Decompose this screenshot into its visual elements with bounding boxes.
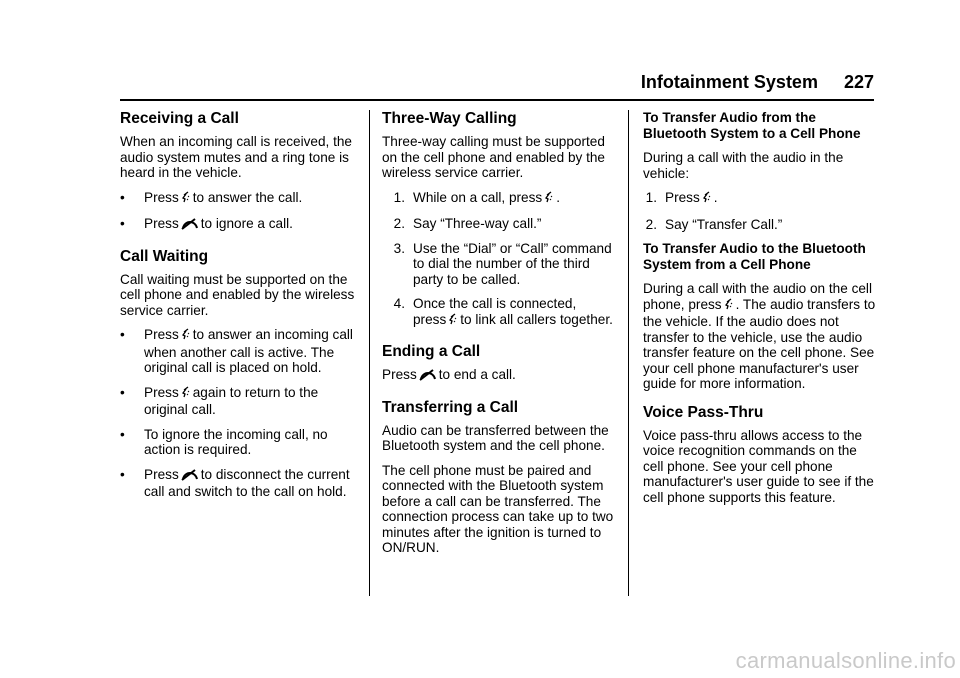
list-item: 4. Once the call is connected, press to link all callers together. — [382, 296, 617, 329]
end-call-icon — [419, 369, 437, 385]
call-waiting-heading: Call Waiting — [120, 247, 209, 265]
push-to-talk-icon — [702, 191, 712, 208]
page-title: Infotainment System — [640, 72, 818, 92]
end-call-icon — [181, 218, 199, 234]
voice-pass-thru-paragraph: Voice pass-thru allows access to the voice recognition commands on the cell phone. See your cell phone manufacturer's user guide to see if the cell phone supports this feature. — [643, 427, 874, 505]
call-waiting-intro: Call waiting must be supported on the cell phone and enabled by the wireless service carrier. — [120, 271, 355, 318]
end-call-icon — [181, 469, 199, 485]
column-1 — [120, 110, 356, 509]
push-to-talk-icon — [181, 191, 191, 208]
three-way-calling-heading: Three-Way Calling — [382, 110, 517, 127]
watermark: carmanualsonline.info — [735, 648, 956, 673]
list-item: 3. Use the “Dial” or “Call” command to dial the number of the third party to be called. — [382, 241, 617, 288]
step-number: 2. — [645, 216, 657, 232]
list-item: 1. Press . — [643, 190, 876, 208]
transferring-call-paragraph-1: Audio can be transferred between the Bluetooth system and the cell phone. — [382, 422, 609, 453]
push-to-talk-icon — [448, 313, 458, 330]
column-divider — [369, 110, 370, 596]
transferring-call-heading: Transferring a Call — [382, 398, 519, 416]
list-item: • Press to answer an incoming call when another call is active. The original call is placed on hold. — [120, 327, 353, 375]
transfer-to-phone-intro: During a call with the audio in the vehicle: — [643, 150, 844, 181]
list-item: 2. Say “Transfer Call.” — [643, 217, 876, 233]
header-rule — [120, 99, 874, 101]
bullet-marker: • — [120, 384, 125, 400]
page-number: 227 — [843, 72, 874, 92]
column-2: Three-Way Calling Three-way calling must be supported on the cell phone and enabled by the wireless service carrier. 1. While on a call, press . 2. Say “Three-way call.” 3. Use the “Dial” or “Call” command to dial the number of the third party to be called. 4. Once the call is connected, press to link all callers together. Ending a Call Press to end a call. Transferring a Call Audio can be transferred between the Bluetooth system and the cell phone. The cell phone must be paired and connected with the Bluetooth system before a call can be transferred. The connection process can take up to two minutes after the ignition is turned to ON/RUN. — [382, 110, 617, 565]
list-item: • Press to ignore a call. — [120, 216, 356, 234]
push-to-talk-icon — [181, 386, 191, 403]
step-number: 3. — [393, 240, 405, 256]
receiving-call-intro: When an incoming call is received, the audio system mutes and a ring tone is heard in the vehicle. — [120, 134, 352, 180]
bullet-marker: • — [120, 426, 125, 442]
voice-pass-thru-heading: Voice Pass-Thru — [643, 403, 764, 421]
column-3: To Transfer Audio from the Bluetooth System to a Cell Phone During a call with the audio in the vehicle: 1. Press . 2. Say “Transfer Call.” To Transfer Audio to the Bluetooth System from a Cell Phone During a call with the audio on the cell phone, press . The audio transfers to the vehicle. If the audio does not transfer to the vehicle, use the audio transfer feature on the cell phone. See your cell phone manufacturer's user guide for more information. Voice Pass-Thru Voice pass-thru allows access to the voice recognition commands on the cell phone. See your cell phone manufacturer's user guide to see if the cell phone supports this feature. — [643, 110, 876, 505]
push-to-talk-icon — [724, 298, 734, 315]
step-number: 4. — [393, 296, 405, 311]
list-item: • Press to answer the call. — [120, 190, 356, 208]
step-number: 2. — [393, 216, 405, 231]
step-number: 1. — [393, 189, 405, 205]
list-item: 1. While on a call, press . — [382, 190, 617, 208]
list-item: 2. Say “Three-way call.” — [382, 216, 617, 232]
receiving-call-heading: Receiving a Call — [120, 110, 239, 127]
three-way-calling-intro: Three-way calling must be supported on the cell phone and enabled by the wireless service carrier. — [382, 134, 605, 180]
push-to-talk-icon — [544, 191, 554, 208]
transfer-to-phone-subheading: To Transfer Audio from the Bluetooth System to a Cell Phone — [643, 110, 861, 141]
ending-call-heading: Ending a Call — [382, 343, 481, 360]
step-number: 1. — [645, 190, 657, 205]
list-item: • To ignore the incoming call, no action is required. — [120, 426, 328, 457]
bullet-marker: • — [120, 466, 125, 482]
page-header — [580, 72, 874, 93]
list-item: • Press again to return to the original call. — [120, 384, 319, 417]
transfer-to-bluetooth-subheading: To Transfer Audio to the Bluetooth System from a Cell Phone — [643, 241, 866, 272]
push-to-talk-icon — [181, 328, 191, 345]
bullet-marker: • — [120, 216, 125, 231]
list-item: • Press to disconnect the current call and switch to the call on hold. — [120, 466, 350, 499]
transferring-call-paragraph-2: The cell phone must be paired and connected with the Bluetooth system before a call can be transferred. The connection process can take up to two minutes after the ignition is turned to ON/RUN. — [382, 462, 614, 555]
bullet-marker: • — [120, 327, 125, 342]
bullet-marker: • — [120, 189, 125, 205]
column-divider — [628, 110, 629, 596]
